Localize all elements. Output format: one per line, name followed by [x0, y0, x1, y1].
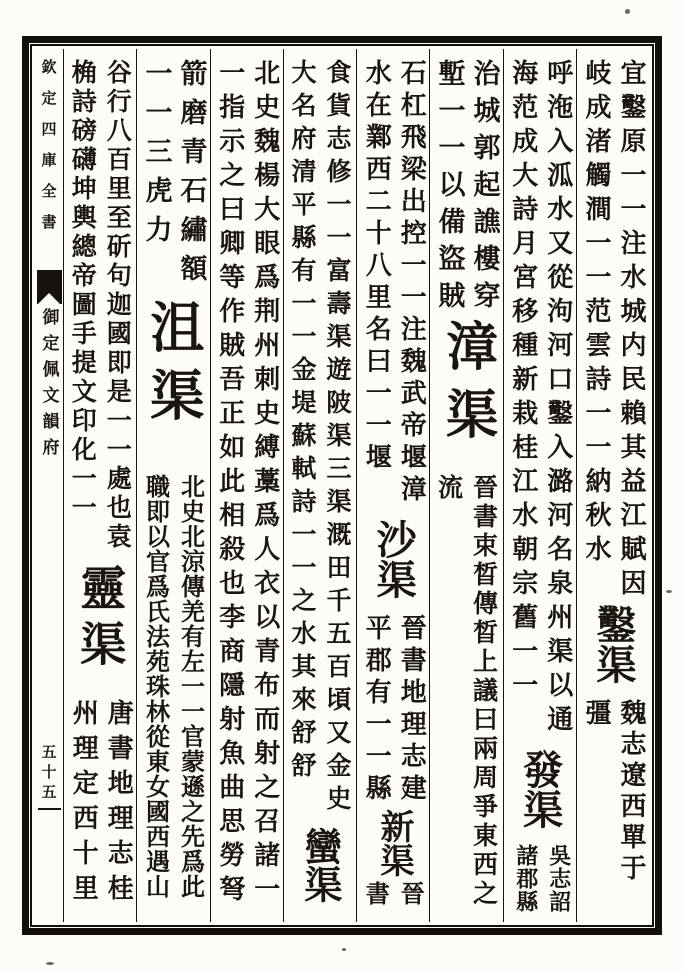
commentary-left-line: 水在鄴西二十八里名曰一一堰 [361, 59, 392, 475]
scan-speck [666, 590, 672, 593]
commentary-left-line: 塹一一以備盜賊 [433, 59, 465, 318]
content-column-3 [429, 49, 502, 922]
commentary-segment [578, 699, 648, 914]
entry-headword-segment [578, 604, 648, 699]
commentary-right-line: 宜鑿原一一注水城内民賴其益江賦因 [616, 59, 646, 603]
entry-headword-segment [358, 519, 428, 614]
entry-headword: 靈渠 [73, 564, 128, 676]
commentary-right-line: 箭磨青石繡額 [175, 59, 207, 293]
commentary-left-line: 書 [361, 881, 391, 905]
entry-headword-segment [505, 749, 575, 844]
entry-headword: 沙渠 [370, 519, 418, 599]
commentary-segment [65, 699, 135, 914]
entry-headword: 鑿渠 [589, 604, 637, 684]
commentary-left-line: 岐成渚觸澗一一范雲詩一一納秋水 [581, 59, 611, 569]
entry-headword: 發渠 [516, 749, 564, 829]
content-column-7 [136, 49, 209, 922]
commentary-left-line: 一一三虎力 [140, 59, 172, 254]
commentary-segment [138, 59, 208, 299]
commentary-right-line: 北史北涼傳羌有左一一官蒙遜之先爲此 [176, 474, 206, 899]
commentary-segment [505, 844, 575, 914]
commentary-segment [285, 59, 355, 827]
entry-headword-segment [138, 299, 208, 474]
commentary-right-line: 唐書地理志桂 [103, 699, 134, 909]
commentary-right-line: 北史魏楊大眼爲荆州刺史縛藁爲人衣以青布而射之召諸一 [249, 59, 280, 909]
entry-headword-segment [65, 564, 135, 699]
commentary-left-line: 職即以官爲氏法苑珠林從東女國西遇山 [141, 474, 171, 899]
commentary-right-line: 晉書地理志建 [396, 614, 427, 806]
page-number: 五十五 [38, 744, 61, 810]
commentary-segment [505, 59, 575, 749]
scan-speck [46, 962, 54, 965]
spine-strip [35, 49, 63, 922]
commentary-right-line: 谷行八百里至斫句迦國即是一一處也袁 [103, 59, 133, 552]
content-column-4 [356, 49, 429, 922]
page-frame-inner [30, 44, 654, 927]
commentary-left-line: 一指示之曰卿等作賊吾正如此相殺也李商隱射魚曲思勞弩 [214, 59, 245, 909]
commentary-segment [431, 59, 501, 319]
commentary-segment [358, 881, 428, 914]
entry-headword: 漳渠 [436, 319, 498, 455]
commentary-right-line: 吳志詔 [545, 844, 572, 913]
entry-headword-segment [431, 319, 501, 474]
commentary-right-line: 治城郭起譙樓穿 [468, 59, 500, 318]
commentary-segment [358, 59, 428, 519]
scan-speck [342, 948, 346, 951]
fishtail-mark [37, 270, 62, 304]
commentary-segment [431, 474, 501, 914]
commentary-left-line: 大名府清平縣有一一金堤蘇軾詩一一之水其來舒舒 [288, 59, 317, 785]
commentary-left-line: 平郡有一一縣 [361, 614, 392, 806]
content-column-2 [503, 49, 576, 922]
commentary-right-line: 石杠飛梁出控一一注魏武帝堰漳 [396, 59, 427, 507]
commentary-right-line: 食貨志修一一富壽渠遊陂渠三渠溉田千五百頃又金史 [323, 59, 352, 818]
commentary-segment [578, 59, 648, 604]
commentary-right-line: 晉 [396, 881, 426, 905]
commentary-segment [212, 59, 282, 914]
content-column-6 [210, 49, 283, 922]
commentary-left-line: 桷詩磅礴坤輿總帝圖手提文印化一一 [68, 59, 98, 523]
commentary-left-line: 州理定西十里 [68, 699, 99, 909]
entry-headword-segment [358, 809, 428, 881]
content-column-5 [283, 49, 356, 922]
commentary-left-line: 海范成大詩月宮移種新栽桂江水朝宗舊一一 [507, 59, 538, 705]
text-block [35, 49, 649, 922]
content-column-8 [63, 49, 136, 922]
content-column-1 [576, 49, 649, 922]
entry-headword: 新渠 [373, 809, 414, 877]
commentary-left-line: 諸郡縣 [512, 844, 539, 913]
entry-headword: 沮渠 [141, 299, 206, 435]
commentary-segment [358, 614, 428, 809]
commentary-right-line: 呼沲入泒水又從泃河口鑿入潞河名泉州渠以通 [542, 59, 573, 739]
commentary-segment [65, 59, 135, 564]
entry-headword: 蠻渠 [297, 827, 343, 903]
scan-speck [625, 9, 630, 14]
page-frame [22, 36, 662, 935]
series-title: 欽定四庫全書 [39, 59, 58, 245]
volume-title: 御定佩文韻府 [38, 308, 59, 464]
commentary-right-line: 魏志遼西單于彊 [581, 699, 646, 885]
commentary-segment [138, 474, 208, 914]
entry-headword-segment [285, 827, 355, 914]
commentary-right-line: 晉書束晳傳晳上議曰兩周爭東西之流 [434, 474, 499, 909]
